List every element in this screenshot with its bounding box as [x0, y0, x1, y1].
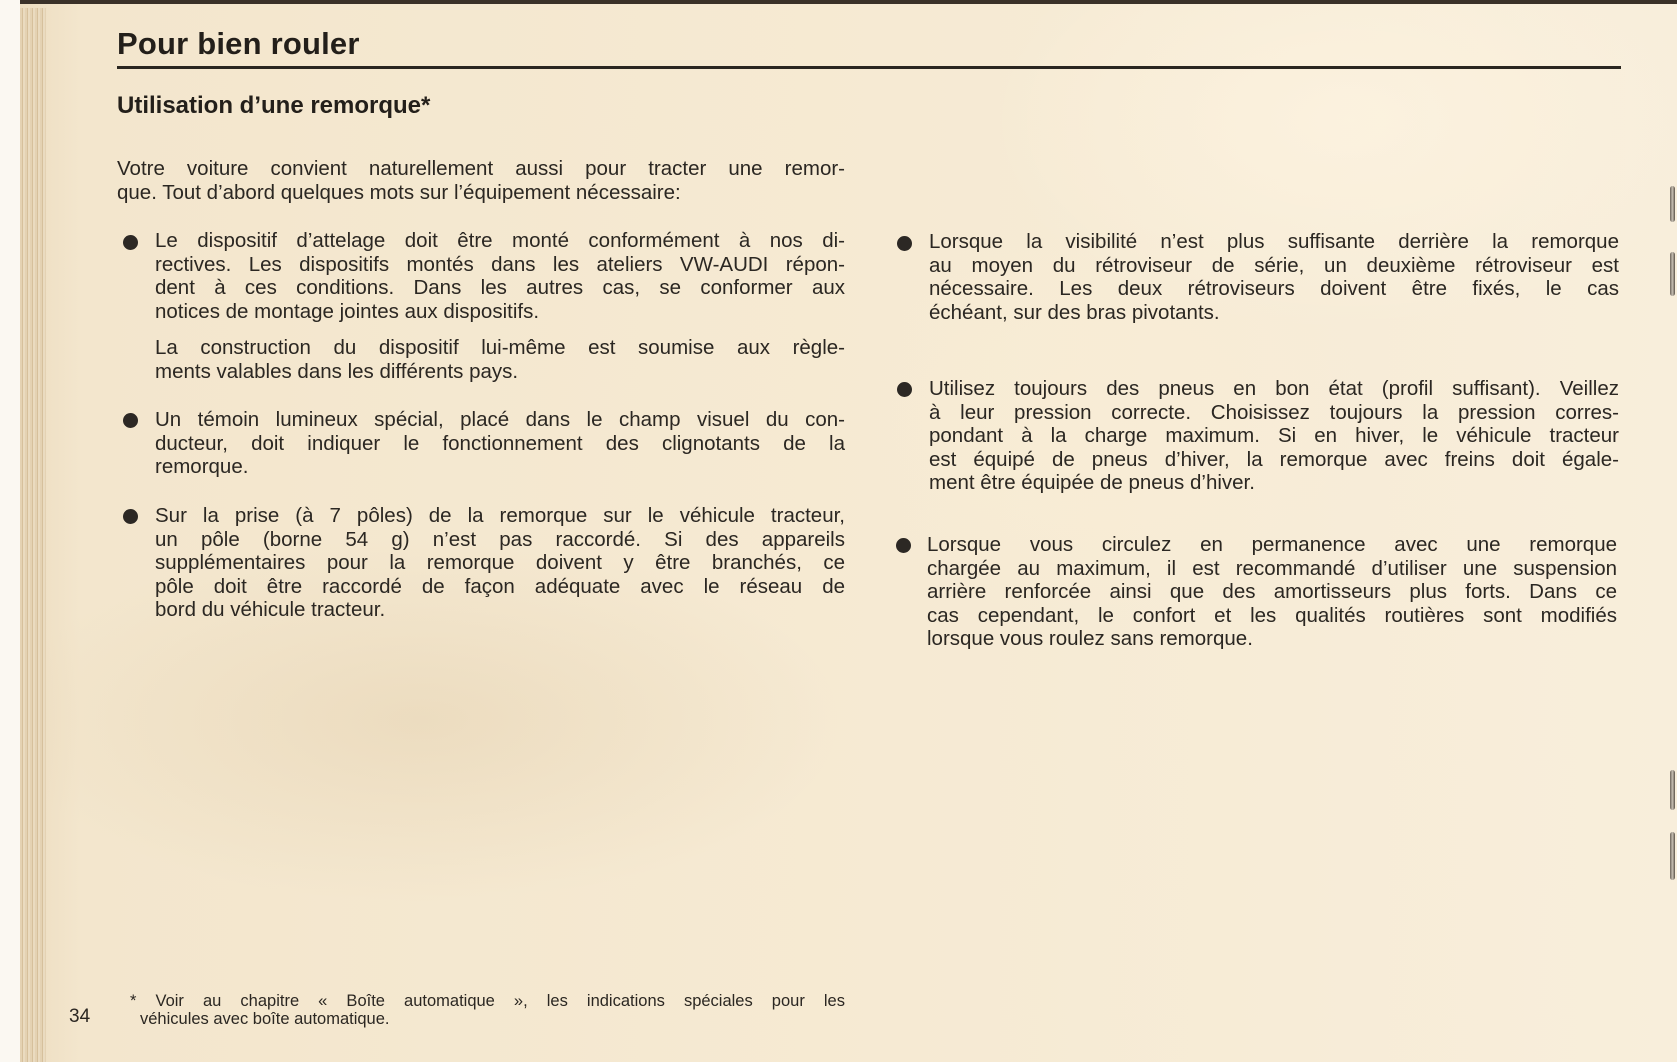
text-line: dent à ces conditions. Dans les autres cas, se conformer aux [155, 276, 845, 300]
bullet-icon [123, 235, 138, 250]
text-line: Lorsque vous circulez en permanence avec une remorque [927, 533, 1617, 556]
text-line: Lorsque la visibilité n’est plus suffisante derrière la remorque [929, 230, 1619, 253]
text-line: à leur pression correcte. Choisissez toujours la pression corres- [929, 400, 1619, 424]
text-line: ments valables dans les différents pays. [155, 359, 519, 383]
bullet-icon [896, 538, 911, 553]
footnote [130, 992, 845, 1028]
text-line: remorque. [155, 455, 249, 479]
text-line: * Voir au chapitre « Boîte automatique », les indications spéciales pour les [130, 992, 845, 1010]
list-item [155, 408, 845, 479]
text-line: pondant à la charge maximum. Si en hiver, le véhicule tracteur [929, 424, 1619, 448]
text-line: ment être équipée de pneus d’hiver. [929, 471, 1255, 495]
text-line: cas cependant, le confort et les qualités routières sont modifiés [927, 603, 1617, 627]
text-line: est équipé de pneus d’hiver, la remorque avec freins doit égale- [929, 447, 1619, 471]
title-rule [117, 66, 1621, 69]
text-line: supplémentaires pour la remorque doivent y être branchés, ce [155, 551, 845, 575]
intro-paragraph [117, 157, 845, 204]
text-line: que. Tout d’abord quelques mots sur l’équipement nécessaire: [117, 180, 681, 204]
clip-icon [1670, 186, 1675, 222]
text-line: Votre voiture convient naturellement aussi pour tracter une remor- [117, 157, 845, 180]
list-item [155, 504, 845, 622]
bullet-icon [897, 236, 912, 251]
bullet-icon [897, 382, 912, 397]
text-line: au moyen du rétroviseur de série, un deuxième rétroviseur est [929, 253, 1619, 277]
text-line: Utilisez toujours des pneus en bon état (profil suffisant). Veillez [929, 377, 1619, 400]
list-item [155, 229, 845, 323]
text-line: Un témoin lumineux spécial, placé dans le champ visuel du con- [155, 408, 845, 431]
text-line: lorsque vous roulez sans remorque. [927, 627, 1253, 651]
scan-margin [0, 0, 20, 1062]
text-line: Sur la prise (à 7 pôles) de la remorque sur le véhicule tracteur, [155, 504, 845, 527]
text-line: chargée au maximum, il est recommandé d’utiliser une suspension [927, 556, 1617, 580]
clip-icon [1670, 770, 1675, 810]
text-line: arrière renforcée ainsi que des amortisseurs plus forts. Dans ce [927, 580, 1617, 604]
clip-icon [1670, 252, 1675, 296]
bullet-icon [123, 413, 138, 428]
text-line: pôle doit être raccordé de façon adéquate avec le réseau de [155, 574, 845, 598]
list-item [929, 377, 1619, 495]
text-line: rectives. Les dispositifs montés dans les ateliers VW-AUDI répon- [155, 252, 845, 276]
text-line: ducteur, doit indiquer le fonctionnement des clignotants de la [155, 431, 845, 455]
text-line: échéant, sur des bras pivotants. [929, 300, 1220, 324]
book-page-edges [20, 8, 46, 1062]
text-line: un pôle (borne 54 g) n’est pas raccordé. Si des appareils [155, 527, 845, 551]
text-line: La construction du dispositif lui-même est soumise aux règle- [155, 336, 845, 359]
text-line: Le dispositif d’attelage doit être monté conformément à nos di- [155, 229, 845, 252]
binding-clips [1665, 0, 1677, 1062]
top-border [20, 0, 1677, 4]
text-line: notices de montage jointes aux dispositifs. [155, 299, 540, 323]
bullet-icon [123, 509, 138, 524]
list-item [927, 533, 1617, 651]
text-line: bord du véhicule tracteur. [155, 598, 386, 622]
list-item [929, 230, 1619, 324]
page-title: Pour bien rouler [117, 26, 360, 61]
text-line: nécessaire. Les deux rétroviseurs doivent être fixés, le cas [929, 277, 1619, 301]
text-line: véhicules avec boîte automatique. [140, 1010, 390, 1028]
list-item-continuation [155, 336, 845, 383]
clip-icon [1670, 832, 1675, 880]
section-heading: Utilisation d’une remorque* [117, 92, 431, 119]
page-number: 34 [69, 1006, 91, 1027]
